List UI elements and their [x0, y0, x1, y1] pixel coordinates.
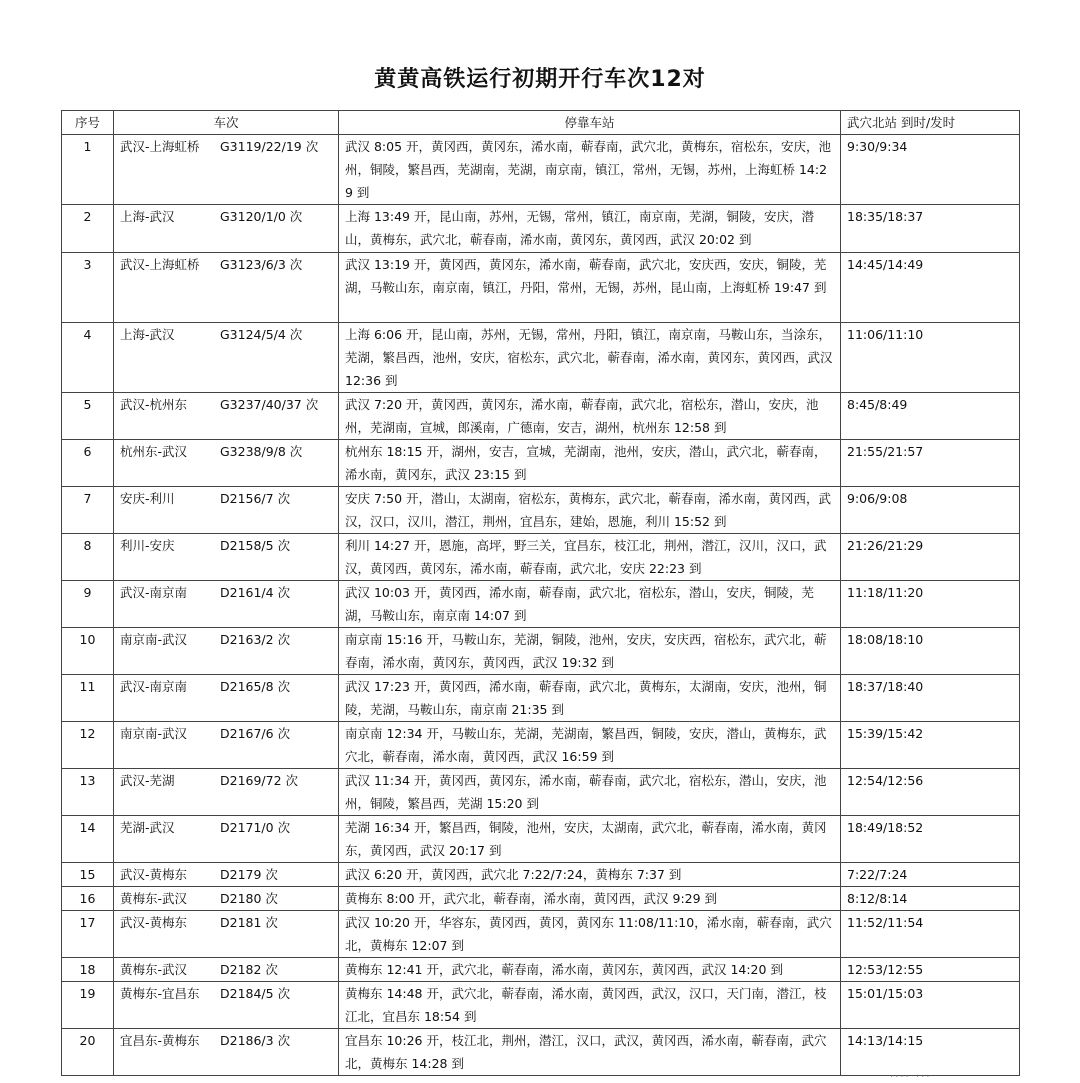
row-index: 19: [62, 982, 114, 1029]
row-train-number: D2171/0 次: [220, 820, 291, 835]
row-stations: 上海 13:49 开，昆山南，苏州，无锡，常州，镇江，南京南，芜湖，铜陵，安庆，潜山，黄梅东，武穴北，蕲春南，浠水南，黄冈东，黄冈西，武汉 20:02 到: [339, 205, 841, 253]
row-stations: 南京南 15:16 开，马鞍山东，芜湖，铜陵，池州，安庆，安庆西，宿松东，武穴北，蕲春南，浠水南，黄冈东，黄冈西，武汉 19:32 到: [339, 628, 841, 675]
row-wuxue-time: 14:13/14:15: [841, 1029, 1020, 1076]
table-row: [62, 675, 1020, 722]
row-train: [114, 911, 339, 958]
row-index: 8: [62, 534, 114, 581]
row-stations: 武汉 10:20 开，华容东，黄冈西，黄冈，黄冈东 11:08/11:10，浠水南，蕲春南，武穴北，黄梅东 12:07 到: [339, 911, 841, 958]
row-train-number: D2165/8 次: [220, 679, 291, 694]
row-route: 武汉-上海虹桥: [120, 257, 200, 272]
row-train: [114, 323, 339, 393]
row-wuxue-time: 21:26/21:29: [841, 534, 1020, 581]
row-stations: 黄梅东 12:41 开，武穴北，蕲春南，浠水南，黄冈东，黄冈西，武汉 14:20 到: [339, 958, 841, 982]
table-body: [62, 135, 1020, 1076]
table-row: [62, 135, 1020, 205]
row-index: 3: [62, 253, 114, 323]
row-train-number: D2169/72 次: [220, 773, 299, 788]
row-train-number: G3238/9/8 次: [220, 444, 303, 459]
row-index: 13: [62, 769, 114, 816]
row-index: 4: [62, 323, 114, 393]
row-stations: 芜湖 16:34 开，繁昌西，铜陵，池州，安庆，太湖南，武穴北，蕲春南，浠水南，黄冈东，黄冈西，武汉 20:17 到: [339, 816, 841, 863]
row-stations: 上海 6:06 开，昆山南，苏州，无锡，常州，丹阳，镇江，南京南，马鞍山东，当涂东，芜湖，繁昌西，池州，安庆，宿松东，武穴北，蕲春南，浠水南，黄冈东，黄冈西，武汉 12:36 到: [339, 323, 841, 393]
table-row: [62, 863, 1020, 887]
row-train: [114, 135, 339, 205]
table-row: [62, 487, 1020, 534]
row-wuxue-time: 9:06/9:08: [841, 487, 1020, 534]
row-stations: 武汉 11:34 开，黄冈西，黄冈东，浠水南，蕲春南，武穴北，宿松东，潜山，安庆，池州，铜陵，繁昌西，芜湖 15:20 到: [339, 769, 841, 816]
row-train-number: D2156/7 次: [220, 491, 291, 506]
watermark: ···· ···: [890, 1072, 932, 1083]
row-wuxue-time: 8:45/8:49: [841, 393, 1020, 440]
row-index: 20: [62, 1029, 114, 1076]
row-index: 12: [62, 722, 114, 769]
table-row: [62, 722, 1020, 769]
row-route: 武汉-黄梅东: [120, 915, 188, 930]
row-route: 上海-武汉: [120, 209, 175, 224]
table-row: [62, 393, 1020, 440]
row-train-number: D2182 次: [220, 962, 278, 977]
row-train: [114, 675, 339, 722]
row-route: 武汉-南京南: [120, 679, 188, 694]
table-header-row: [62, 111, 1020, 135]
row-train-number: D2186/3 次: [220, 1033, 291, 1048]
row-train-number: D2181 次: [220, 915, 278, 930]
row-stations: 黄梅东 14:48 开，武穴北，蕲春南，浠水南，黄冈西，武汉，汉口，天门南，潜江，枝江北，宜昌东 18:54 到: [339, 982, 841, 1029]
row-wuxue-time: 11:06/11:10: [841, 323, 1020, 393]
row-train-number: G3123/6/3 次: [220, 257, 303, 272]
row-train: [114, 487, 339, 534]
row-index: 2: [62, 205, 114, 253]
row-stations: 杭州东 18:15 开，湖州，安吉，宣城，芜湖南，池州，安庆，潜山，武穴北，蕲春南，浠水南，黄冈东，武汉 23:15 到: [339, 440, 841, 487]
row-route: 黄梅东-武汉: [120, 962, 188, 977]
row-index: 11: [62, 675, 114, 722]
row-train-number: D2167/6 次: [220, 726, 291, 741]
row-train: [114, 534, 339, 581]
row-route: 安庆-利川: [120, 491, 175, 506]
row-train-number: D2163/2 次: [220, 632, 291, 647]
table-row: [62, 323, 1020, 393]
row-index: 7: [62, 487, 114, 534]
row-train: [114, 863, 339, 887]
row-train-number: D2161/4 次: [220, 585, 291, 600]
row-route: 南京南-武汉: [120, 726, 188, 741]
row-train: [114, 816, 339, 863]
row-train: [114, 1029, 339, 1076]
row-wuxue-time: 15:01/15:03: [841, 982, 1020, 1029]
table-row: [62, 440, 1020, 487]
table-row: [62, 816, 1020, 863]
row-route: 芜湖-武汉: [120, 820, 175, 835]
header-index: 序号: [62, 111, 114, 135]
row-route: 黄梅东-宜昌东: [120, 986, 200, 1001]
row-train: [114, 982, 339, 1029]
row-wuxue-time: 8:12/8:14: [841, 887, 1020, 911]
row-index: 17: [62, 911, 114, 958]
row-route: 南京南-武汉: [120, 632, 188, 647]
schedule-table: [61, 110, 1020, 1076]
row-index: 9: [62, 581, 114, 628]
row-index: 5: [62, 393, 114, 440]
row-route: 杭州东-武汉: [120, 444, 188, 459]
row-wuxue-time: 15:39/15:42: [841, 722, 1020, 769]
row-route: 黄梅东-武汉: [120, 891, 188, 906]
row-wuxue-time: 7:22/7:24: [841, 863, 1020, 887]
row-stations: 安庆 7:50 开，潜山，太湖南，宿松东，黄梅东，武穴北，蕲春南，浠水南，黄冈西，武汉，汉口，汉川，潜江，荆州，宜昌东，建始，恩施，利川 15:52 到: [339, 487, 841, 534]
row-stations: 武汉 6:20 开，黄冈西，武穴北 7:22/7:24，黄梅东 7:37 到: [339, 863, 841, 887]
row-train-number: G3237/40/37 次: [220, 397, 319, 412]
row-train: [114, 628, 339, 675]
row-wuxue-time: 9:30/9:34: [841, 135, 1020, 205]
table-row: [62, 887, 1020, 911]
row-train: [114, 253, 339, 323]
table-row: [62, 982, 1020, 1029]
row-index: 6: [62, 440, 114, 487]
row-index: 18: [62, 958, 114, 982]
row-route: 武汉-上海虹桥: [120, 139, 200, 154]
row-stations: 武汉 8:05 开，黄冈西，黄冈东，浠水南，蕲春南，武穴北，黄梅东，宿松东，安庆，池州，铜陵，繁昌西，芜湖南，芜湖，南京南，镇江，常州，无锡，苏州，上海虹桥 14:29 到: [339, 135, 841, 205]
page-title: 黄黄高铁运行初期开行车次12对: [374, 67, 706, 92]
row-train: [114, 958, 339, 982]
row-route: 武汉-南京南: [120, 585, 188, 600]
row-train-number: G3124/5/4 次: [220, 327, 303, 342]
row-train: [114, 887, 339, 911]
row-route: 武汉-黄梅东: [120, 867, 188, 882]
row-train: [114, 393, 339, 440]
row-stations: 武汉 13:19 开，黄冈西，黄冈东，浠水南，蕲春南，武穴北，安庆西，安庆，铜陵，芜湖，马鞍山东，南京南，镇江，丹阳，常州，无锡，苏州，昆山南，上海虹桥 19:47 到: [339, 253, 841, 323]
row-index: 16: [62, 887, 114, 911]
header-stations: 停靠车站: [339, 111, 841, 135]
row-stations: 武汉 17:23 开，黄冈西，浠水南，蕲春南，武穴北，黄梅东，太湖南，安庆，池州，铜陵，芜湖，马鞍山东，南京南 21:35 到: [339, 675, 841, 722]
row-stations: 黄梅东 8:00 开，武穴北，蕲春南，浠水南，黄冈西，武汉 9:29 到: [339, 887, 841, 911]
table-row: [62, 628, 1020, 675]
row-route: 武汉-杭州东: [120, 397, 188, 412]
row-wuxue-time: 12:54/12:56: [841, 769, 1020, 816]
row-train-number: D2180 次: [220, 891, 278, 906]
table-row: [62, 769, 1020, 816]
row-index: 1: [62, 135, 114, 205]
row-stations: 利川 14:27 开，恩施，高坪，野三关，宜昌东，枝江北，荆州，潜江，汉川，汉口，武汉，黄冈西，黄冈东，浠水南，蕲春南，武穴北，安庆 22:23 到: [339, 534, 841, 581]
row-stations: 武汉 7:20 开，黄冈西，黄冈东，浠水南，蕲春南，武穴北，宿松东，潜山，安庆，池州，芜湖南，宣城，郎溪南，广德南，安吉，湖州，杭州东 12:58 到: [339, 393, 841, 440]
row-wuxue-time: 11:52/11:54: [841, 911, 1020, 958]
row-wuxue-time: 18:35/18:37: [841, 205, 1020, 253]
row-index: 15: [62, 863, 114, 887]
row-wuxue-time: 12:53/12:55: [841, 958, 1020, 982]
row-wuxue-time: 18:49/18:52: [841, 816, 1020, 863]
row-train: [114, 581, 339, 628]
table-row: [62, 253, 1020, 323]
table-row: [62, 911, 1020, 958]
row-stations: 武汉 10:03 开，黄冈西，浠水南，蕲春南，武穴北，宿松东，潜山，安庆，铜陵，芜湖，马鞍山东，南京南 14:07 到: [339, 581, 841, 628]
table-row: [62, 1029, 1020, 1076]
row-train-number: D2158/5 次: [220, 538, 291, 553]
table-row: [62, 581, 1020, 628]
row-train: [114, 722, 339, 769]
header-wuxue-time: 武穴北站 到时/发时: [841, 111, 1020, 135]
table-row: [62, 534, 1020, 581]
row-wuxue-time: 14:45/14:49: [841, 253, 1020, 323]
row-route: 宜昌东-黄梅东: [120, 1033, 200, 1048]
row-train: [114, 440, 339, 487]
row-train-number: G3119/22/19 次: [220, 139, 319, 154]
row-wuxue-time: 18:08/18:10: [841, 628, 1020, 675]
row-route: 利川-安庆: [120, 538, 175, 553]
row-train-number: D2179 次: [220, 867, 278, 882]
row-index: 10: [62, 628, 114, 675]
row-stations: 南京南 12:34 开，马鞍山东，芜湖，芜湖南，繁昌西，铜陵，安庆，潜山，黄梅东，武穴北，蕲春南，浠水南，黄冈西，武汉 16:59 到: [339, 722, 841, 769]
row-train-number: D2184/5 次: [220, 986, 291, 1001]
row-wuxue-time: 11:18/11:20: [841, 581, 1020, 628]
row-route: 上海-武汉: [120, 327, 175, 342]
row-train-number: G3120/1/0 次: [220, 209, 303, 224]
row-train: [114, 769, 339, 816]
table-row: [62, 205, 1020, 253]
row-wuxue-time: 21:55/21:57: [841, 440, 1020, 487]
row-train: [114, 205, 339, 253]
row-index: 14: [62, 816, 114, 863]
row-stations: 宜昌东 10:26 开，枝江北，荆州，潜江，汉口，武汉，黄冈西，浠水南，蕲春南，武穴北，黄梅东 14:28 到: [339, 1029, 841, 1076]
row-route: 武汉-芜湖: [120, 773, 175, 788]
row-wuxue-time: 18:37/18:40: [841, 675, 1020, 722]
header-train: 车次: [114, 111, 339, 135]
table-row: [62, 958, 1020, 982]
